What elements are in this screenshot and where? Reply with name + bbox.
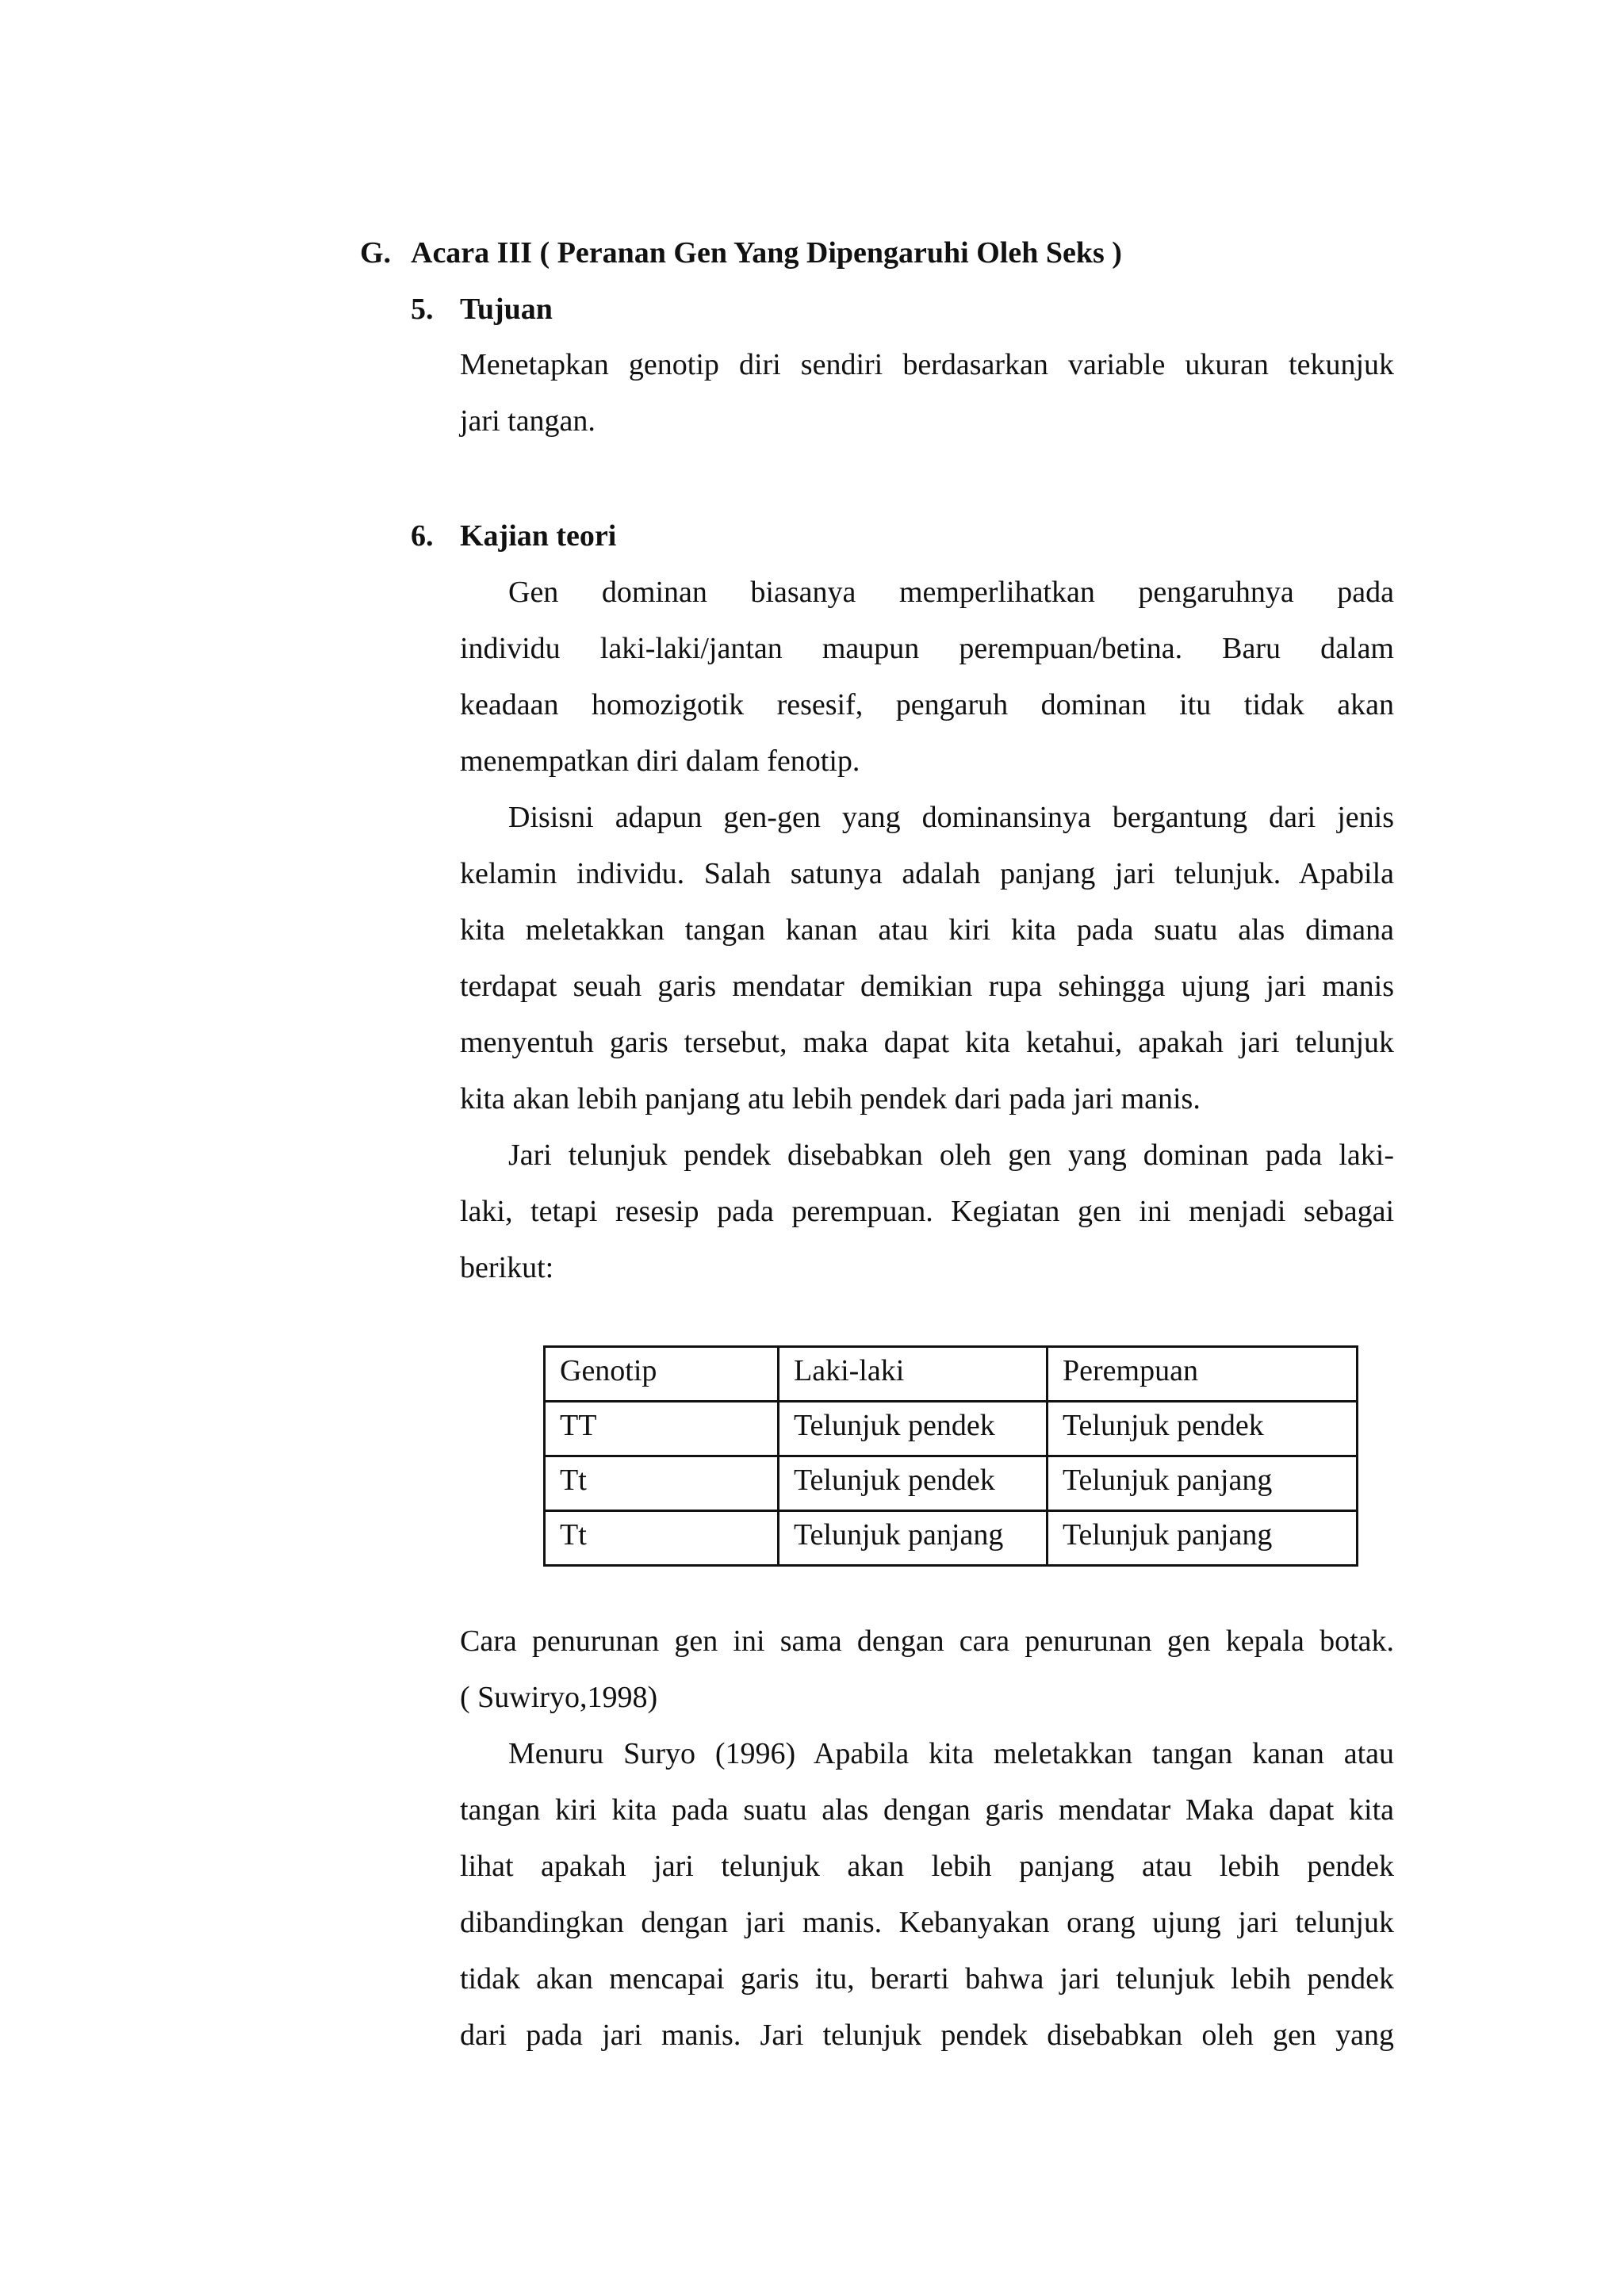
paragraph-line: dari pada jari manis. Jari telunjuk pendek disebabkan oleh gen yang xyxy=(460,2019,1394,2052)
table-cell: Telunjuk pendek xyxy=(779,1402,1048,1456)
paragraph-line: kita meletakkan tangan kanan atau kiri kita pada suatu alas dimana xyxy=(460,913,1394,947)
tujuan-line: jari tangan. xyxy=(460,404,596,438)
paragraph-line: kita akan lebih panjang atu lebih pendek dari pada jari manis. xyxy=(460,1082,1201,1115)
table-cell: Telunjuk panjang xyxy=(1048,1456,1358,1511)
genotype-table xyxy=(543,1345,1358,1567)
paragraph-line: laki, tetapi resesip pada perempuan. Kegiatan gen ini menjadi sebagai xyxy=(460,1195,1394,1228)
table-cell: Telunjuk pendek xyxy=(1048,1402,1358,1456)
paragraph-line: Gen dominan biasanya memperlihatkan pengaruhnya pada xyxy=(508,576,1394,609)
tujuan-number: 5. xyxy=(411,293,434,326)
table-cell: Telunjuk panjang xyxy=(1048,1511,1358,1566)
paragraph-line: menempatkan diri dalam fenotip. xyxy=(460,744,860,778)
table-row xyxy=(545,1402,1358,1456)
table-cell: Telunjuk panjang xyxy=(779,1511,1048,1566)
paragraph-line: keadaan homozigotik resesif, pengaruh dominan itu tidak akan xyxy=(460,688,1394,721)
table-row xyxy=(545,1456,1358,1511)
paragraph-line: Disisni adapun gen-gen yang dominansinya bergantung dari jenis xyxy=(508,801,1394,834)
paragraph-line: kelamin individu. Salah satunya adalah panjang jari telunjuk. Apabila xyxy=(460,857,1394,890)
tujuan-heading: Tujuan xyxy=(460,293,553,326)
table-header-row xyxy=(545,1347,1358,1402)
table-cell: TT xyxy=(545,1402,779,1456)
section-title: Acara III ( Peranan Gen Yang Dipengaruhi Oleh Seks ) xyxy=(411,236,1122,270)
table-row xyxy=(545,1511,1358,1566)
paragraph-line: tidak akan mencapai garis itu, berarti bahwa jari telunjuk lebih pendek xyxy=(460,1962,1394,1996)
table-header-cell: Genotip xyxy=(545,1347,779,1402)
table-cell: Telunjuk pendek xyxy=(779,1456,1048,1511)
paragraph-line: berikut: xyxy=(460,1251,554,1284)
tujuan-line: Menetapkan genotip diri sendiri berdasarkan variable ukuran tekunjuk xyxy=(460,348,1394,381)
section-letter: G. xyxy=(360,236,392,270)
paragraph-line: menyentuh garis tersebut, maka dapat kita ketahui, apakah jari telunjuk xyxy=(460,1026,1394,1059)
paragraph-line: ( Suwiryo,1998) xyxy=(460,1681,658,1714)
table-header-cell: Perempuan xyxy=(1048,1347,1358,1402)
paragraph-line: dibandingkan dengan jari manis. Kebanyakan orang ujung jari telunjuk xyxy=(460,1906,1394,1939)
paragraph-line: Jari telunjuk pendek disebabkan oleh gen yang dominan pada laki- xyxy=(508,1138,1394,1172)
paragraph-line: tangan kiri kita pada suatu alas dengan garis mendatar Maka dapat kita xyxy=(460,1793,1394,1827)
paragraph-line: Menuru Suryo (1996) Apabila kita meletakkan tangan kanan atau xyxy=(508,1737,1394,1770)
table-cell: Tt xyxy=(545,1456,779,1511)
kajian-heading: Kajian teori xyxy=(460,519,617,553)
paragraph-line: lihat apakah jari telunjuk akan lebih panjang atau lebih pendek xyxy=(460,1850,1394,1883)
paragraph-line: individu laki-laki/jantan maupun perempuan/betina. Baru dalam xyxy=(460,632,1394,665)
table-cell: Tt xyxy=(545,1511,779,1566)
paragraph-line: terdapat seuah garis mendatar demikian rupa sehingga ujung jari manis xyxy=(460,970,1394,1003)
kajian-number: 6. xyxy=(411,519,434,553)
table-header-cell: Laki-laki xyxy=(779,1347,1048,1402)
paragraph-line: Cara penurunan gen ini sama dengan cara penurunan gen kepala botak. xyxy=(460,1624,1394,1658)
